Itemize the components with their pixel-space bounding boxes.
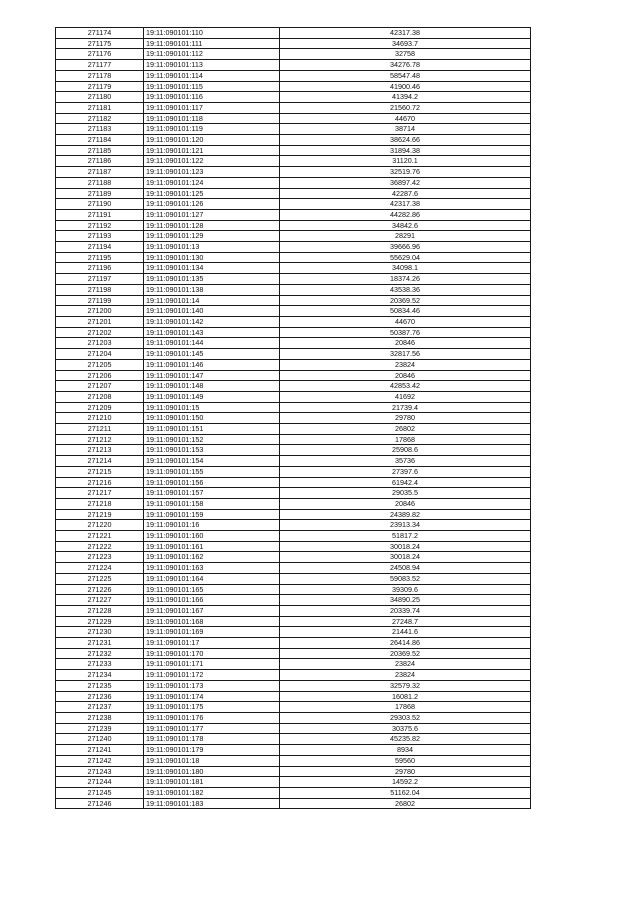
row-id-cell: 271219 (56, 509, 144, 520)
value-cell: 45235.82 (280, 734, 531, 745)
row-id-cell: 271233 (56, 659, 144, 670)
value-cell: 44670 (280, 113, 531, 124)
value-cell: 39666.96 (280, 242, 531, 253)
cadastral-number-cell: 19:11:090101:114 (144, 70, 280, 81)
row-id-cell: 271196 (56, 263, 144, 274)
table-row (56, 92, 531, 103)
value-cell: 29035.5 (280, 488, 531, 499)
row-id-cell: 271201 (56, 316, 144, 327)
table-row (56, 263, 531, 274)
value-cell: 61942.4 (280, 477, 531, 488)
cadastral-number-cell: 19:11:090101:156 (144, 477, 280, 488)
table-row (56, 445, 531, 456)
cadastral-number-cell: 19:11:090101:168 (144, 616, 280, 627)
row-id-cell: 271193 (56, 231, 144, 242)
cadastral-number-cell: 19:11:090101:145 (144, 349, 280, 360)
row-id-cell: 271176 (56, 49, 144, 60)
cadastral-number-cell: 19:11:090101:170 (144, 648, 280, 659)
cadastral-number-cell: 19:11:090101:14 (144, 295, 280, 306)
cadastral-number-cell: 19:11:090101:153 (144, 445, 280, 456)
row-id-cell: 271188 (56, 177, 144, 188)
row-id-cell: 271177 (56, 60, 144, 71)
value-cell: 23913.34 (280, 520, 531, 531)
value-cell: 42287.6 (280, 188, 531, 199)
row-id-cell: 271189 (56, 188, 144, 199)
table-row (56, 327, 531, 338)
row-id-cell: 271218 (56, 498, 144, 509)
cadastral-number-cell: 19:11:090101:143 (144, 327, 280, 338)
table-row (56, 49, 531, 60)
value-cell: 27397.6 (280, 466, 531, 477)
cadastral-number-cell: 19:11:090101:140 (144, 306, 280, 317)
cadastral-number-cell: 19:11:090101:167 (144, 605, 280, 616)
value-cell: 41692 (280, 391, 531, 402)
table-row (56, 70, 531, 81)
row-id-cell: 271228 (56, 605, 144, 616)
table-row (56, 659, 531, 670)
table-row (56, 81, 531, 92)
row-id-cell: 271200 (56, 306, 144, 317)
row-id-cell: 271236 (56, 691, 144, 702)
table-row (56, 798, 531, 809)
cadastral-number-cell: 19:11:090101:144 (144, 338, 280, 349)
table-row (56, 28, 531, 39)
table-row (56, 124, 531, 135)
value-cell: 20846 (280, 338, 531, 349)
cadastral-number-cell: 19:11:090101:17 (144, 638, 280, 649)
value-cell: 16081.2 (280, 691, 531, 702)
table-row (56, 338, 531, 349)
cadastral-number-cell: 19:11:090101:166 (144, 595, 280, 606)
cadastral-number-cell: 19:11:090101:177 (144, 723, 280, 734)
cadastral-number-cell: 19:11:090101:115 (144, 81, 280, 92)
table-row (56, 156, 531, 167)
row-id-cell: 271179 (56, 81, 144, 92)
row-id-cell: 271221 (56, 531, 144, 542)
table-row (56, 434, 531, 445)
row-id-cell: 271198 (56, 284, 144, 295)
cadastral-number-cell: 19:11:090101:176 (144, 713, 280, 724)
table-row (56, 220, 531, 231)
value-cell: 30018.24 (280, 541, 531, 552)
table-row (56, 648, 531, 659)
value-cell: 29303.52 (280, 713, 531, 724)
row-id-cell: 271240 (56, 734, 144, 745)
table-row (56, 670, 531, 681)
cadastral-number-cell: 19:11:090101:119 (144, 124, 280, 135)
table-row (56, 188, 531, 199)
cadastral-number-cell: 19:11:090101:148 (144, 381, 280, 392)
value-cell: 41394.2 (280, 92, 531, 103)
value-cell: 20846 (280, 370, 531, 381)
table-row (56, 734, 531, 745)
value-cell: 38714 (280, 124, 531, 135)
value-cell: 21560.72 (280, 102, 531, 113)
table-row (56, 359, 531, 370)
cadastral-number-cell: 19:11:090101:18 (144, 755, 280, 766)
row-id-cell: 271195 (56, 252, 144, 263)
cadastral-number-cell: 19:11:090101:146 (144, 359, 280, 370)
value-cell: 20369.52 (280, 648, 531, 659)
row-id-cell: 271227 (56, 595, 144, 606)
cadastral-number-cell: 19:11:090101:118 (144, 113, 280, 124)
row-id-cell: 271185 (56, 145, 144, 156)
table-row (56, 616, 531, 627)
row-id-cell: 271230 (56, 627, 144, 638)
cadastral-number-cell: 19:11:090101:124 (144, 177, 280, 188)
table-row (56, 777, 531, 788)
cadastral-number-cell: 19:11:090101:134 (144, 263, 280, 274)
value-cell: 34276.78 (280, 60, 531, 71)
table-row (56, 477, 531, 488)
value-cell: 58547.48 (280, 70, 531, 81)
value-cell: 39309.6 (280, 584, 531, 595)
value-cell: 26802 (280, 424, 531, 435)
row-id-cell: 271238 (56, 713, 144, 724)
row-id-cell: 271207 (56, 381, 144, 392)
row-id-cell: 271215 (56, 466, 144, 477)
cadastral-number-cell: 19:11:090101:123 (144, 167, 280, 178)
row-id-cell: 271202 (56, 327, 144, 338)
value-cell: 35736 (280, 456, 531, 467)
value-cell: 51817.2 (280, 531, 531, 542)
cadastral-number-cell: 19:11:090101:16 (144, 520, 280, 531)
row-id-cell: 271192 (56, 220, 144, 231)
table-row (56, 456, 531, 467)
value-cell: 17868 (280, 434, 531, 445)
table-row (56, 252, 531, 263)
row-id-cell: 271197 (56, 274, 144, 285)
row-id-cell: 271237 (56, 702, 144, 713)
value-cell: 32817.56 (280, 349, 531, 360)
table-row (56, 316, 531, 327)
cadastral-number-cell: 19:11:090101:154 (144, 456, 280, 467)
table-row (56, 274, 531, 285)
value-cell: 30375.6 (280, 723, 531, 734)
row-id-cell: 271213 (56, 445, 144, 456)
row-id-cell: 271187 (56, 167, 144, 178)
cadastral-number-cell: 19:11:090101:179 (144, 745, 280, 756)
table-row (56, 691, 531, 702)
cadastral-number-cell: 19:11:090101:128 (144, 220, 280, 231)
table-row (56, 713, 531, 724)
data-table (55, 27, 531, 809)
cadastral-number-cell: 19:11:090101:117 (144, 102, 280, 113)
table-row (56, 552, 531, 563)
table-row (56, 424, 531, 435)
table-row (56, 242, 531, 253)
row-id-cell: 271190 (56, 199, 144, 210)
table-row (56, 231, 531, 242)
cadastral-number-cell: 19:11:090101:113 (144, 60, 280, 71)
value-cell: 30018.24 (280, 552, 531, 563)
cadastral-number-cell: 19:11:090101:110 (144, 28, 280, 39)
table-row (56, 349, 531, 360)
table-row (56, 413, 531, 424)
value-cell: 21739.4 (280, 402, 531, 413)
row-id-cell: 271199 (56, 295, 144, 306)
table-row (56, 627, 531, 638)
cadastral-number-cell: 19:11:090101:164 (144, 573, 280, 584)
cadastral-number-cell: 19:11:090101:165 (144, 584, 280, 595)
cadastral-number-cell: 19:11:090101:152 (144, 434, 280, 445)
value-cell: 14592.2 (280, 777, 531, 788)
row-id-cell: 271181 (56, 102, 144, 113)
value-cell: 21441.6 (280, 627, 531, 638)
cadastral-number-cell: 19:11:090101:125 (144, 188, 280, 199)
cadastral-number-cell: 19:11:090101:130 (144, 252, 280, 263)
value-cell: 20339.74 (280, 605, 531, 616)
row-id-cell: 271175 (56, 38, 144, 49)
table-row (56, 306, 531, 317)
row-id-cell: 271242 (56, 755, 144, 766)
table-row (56, 563, 531, 574)
value-cell: 34693.7 (280, 38, 531, 49)
value-cell: 50387.76 (280, 327, 531, 338)
value-cell: 31894.38 (280, 145, 531, 156)
cadastral-number-cell: 19:11:090101:142 (144, 316, 280, 327)
row-id-cell: 271210 (56, 413, 144, 424)
row-id-cell: 271225 (56, 573, 144, 584)
table-row (56, 402, 531, 413)
table-row (56, 723, 531, 734)
table-row (56, 167, 531, 178)
row-id-cell: 271226 (56, 584, 144, 595)
cadastral-number-cell: 19:11:090101:126 (144, 199, 280, 210)
value-cell: 44670 (280, 316, 531, 327)
table-row (56, 113, 531, 124)
value-cell: 32519.76 (280, 167, 531, 178)
cadastral-number-cell: 19:11:090101:181 (144, 777, 280, 788)
value-cell: 29780 (280, 413, 531, 424)
value-cell: 42317.38 (280, 28, 531, 39)
row-id-cell: 271174 (56, 28, 144, 39)
cadastral-number-cell: 19:11:090101:172 (144, 670, 280, 681)
table-row (56, 177, 531, 188)
table-row (56, 60, 531, 71)
row-id-cell: 271209 (56, 402, 144, 413)
cadastral-number-cell: 19:11:090101:15 (144, 402, 280, 413)
table-row (56, 766, 531, 777)
row-id-cell: 271223 (56, 552, 144, 563)
row-id-cell: 271241 (56, 745, 144, 756)
table-row (56, 702, 531, 713)
row-id-cell: 271180 (56, 92, 144, 103)
value-cell: 24508.94 (280, 563, 531, 574)
cadastral-number-cell: 19:11:090101:175 (144, 702, 280, 713)
table-row (56, 520, 531, 531)
row-id-cell: 271235 (56, 680, 144, 691)
table-row (56, 573, 531, 584)
table-row (56, 680, 531, 691)
table-row (56, 509, 531, 520)
cadastral-number-cell: 19:11:090101:138 (144, 284, 280, 295)
cadastral-number-cell: 19:11:090101:162 (144, 552, 280, 563)
table-row (56, 102, 531, 113)
cadastral-number-cell: 19:11:090101:111 (144, 38, 280, 49)
row-id-cell: 271194 (56, 242, 144, 253)
cadastral-number-cell: 19:11:090101:155 (144, 466, 280, 477)
row-id-cell: 271206 (56, 370, 144, 381)
table-row (56, 541, 531, 552)
cadastral-number-cell: 19:11:090101:171 (144, 659, 280, 670)
table-row (56, 145, 531, 156)
cadastral-number-cell: 19:11:090101:150 (144, 413, 280, 424)
cadastral-number-cell: 19:11:090101:147 (144, 370, 280, 381)
row-id-cell: 271243 (56, 766, 144, 777)
cadastral-number-cell: 19:11:090101:13 (144, 242, 280, 253)
table-row (56, 605, 531, 616)
table-row (56, 531, 531, 542)
cadastral-number-cell: 19:11:090101:163 (144, 563, 280, 574)
value-cell: 28291 (280, 231, 531, 242)
table-row (56, 284, 531, 295)
row-id-cell: 271182 (56, 113, 144, 124)
value-cell: 20369.52 (280, 295, 531, 306)
value-cell: 23824 (280, 670, 531, 681)
value-cell: 32758 (280, 49, 531, 60)
cadastral-number-cell: 19:11:090101:180 (144, 766, 280, 777)
value-cell: 31120.1 (280, 156, 531, 167)
value-cell: 36897.42 (280, 177, 531, 188)
value-cell: 26802 (280, 798, 531, 809)
value-cell: 43538.36 (280, 284, 531, 295)
value-cell: 18374.26 (280, 274, 531, 285)
value-cell: 27248.7 (280, 616, 531, 627)
cadastral-number-cell: 19:11:090101:161 (144, 541, 280, 552)
row-id-cell: 271211 (56, 424, 144, 435)
row-id-cell: 271214 (56, 456, 144, 467)
table-row (56, 391, 531, 402)
value-cell: 25908.6 (280, 445, 531, 456)
table-row (56, 38, 531, 49)
table-row (56, 488, 531, 499)
cadastral-number-cell: 19:11:090101:112 (144, 49, 280, 60)
value-cell: 55629.04 (280, 252, 531, 263)
row-id-cell: 271204 (56, 349, 144, 360)
table-row (56, 584, 531, 595)
row-id-cell: 271183 (56, 124, 144, 135)
value-cell: 24389.82 (280, 509, 531, 520)
table-row (56, 199, 531, 210)
row-id-cell: 271239 (56, 723, 144, 734)
row-id-cell: 271231 (56, 638, 144, 649)
table-row (56, 295, 531, 306)
row-id-cell: 271245 (56, 787, 144, 798)
value-cell: 17868 (280, 702, 531, 713)
row-id-cell: 271246 (56, 798, 144, 809)
row-id-cell: 271229 (56, 616, 144, 627)
cadastral-number-cell: 19:11:090101:174 (144, 691, 280, 702)
row-id-cell: 271224 (56, 563, 144, 574)
table-row (56, 370, 531, 381)
value-cell: 44282.86 (280, 209, 531, 220)
value-cell: 26414.86 (280, 638, 531, 649)
cadastral-number-cell: 19:11:090101:149 (144, 391, 280, 402)
row-id-cell: 271203 (56, 338, 144, 349)
cadastral-number-cell: 19:11:090101:158 (144, 498, 280, 509)
cadastral-number-cell: 19:11:090101:135 (144, 274, 280, 285)
value-cell: 59083.52 (280, 573, 531, 584)
value-cell: 59560 (280, 755, 531, 766)
row-id-cell: 271222 (56, 541, 144, 552)
row-id-cell: 271234 (56, 670, 144, 681)
cadastral-number-cell: 19:11:090101:160 (144, 531, 280, 542)
row-id-cell: 271216 (56, 477, 144, 488)
value-cell: 42853.42 (280, 381, 531, 392)
value-cell: 8934 (280, 745, 531, 756)
value-cell: 42317.38 (280, 199, 531, 210)
cadastral-number-cell: 19:11:090101:178 (144, 734, 280, 745)
value-cell: 34842.6 (280, 220, 531, 231)
cadastral-number-cell: 19:11:090101:127 (144, 209, 280, 220)
cadastral-number-cell: 19:11:090101:169 (144, 627, 280, 638)
row-id-cell: 271232 (56, 648, 144, 659)
table-row (56, 595, 531, 606)
cadastral-number-cell: 19:11:090101:129 (144, 231, 280, 242)
table-row (56, 135, 531, 146)
cadastral-number-cell: 19:11:090101:122 (144, 156, 280, 167)
cadastral-number-cell: 19:11:090101:173 (144, 680, 280, 691)
value-cell: 23824 (280, 359, 531, 370)
table-row (56, 745, 531, 756)
cadastral-number-cell: 19:11:090101:182 (144, 787, 280, 798)
value-cell: 41900.46 (280, 81, 531, 92)
table-row (56, 787, 531, 798)
cadastral-number-cell: 19:11:090101:151 (144, 424, 280, 435)
cadastral-number-cell: 19:11:090101:120 (144, 135, 280, 146)
row-id-cell: 271178 (56, 70, 144, 81)
row-id-cell: 271212 (56, 434, 144, 445)
row-id-cell: 271184 (56, 135, 144, 146)
table-row (56, 638, 531, 649)
cadastral-number-cell: 19:11:090101:116 (144, 92, 280, 103)
table-row (56, 209, 531, 220)
table-row (56, 381, 531, 392)
value-cell: 29780 (280, 766, 531, 777)
row-id-cell: 271186 (56, 156, 144, 167)
table-body (56, 28, 531, 809)
cadastral-number-cell: 19:11:090101:121 (144, 145, 280, 156)
row-id-cell: 271208 (56, 391, 144, 402)
value-cell: 38624.66 (280, 135, 531, 146)
row-id-cell: 271217 (56, 488, 144, 499)
value-cell: 20846 (280, 498, 531, 509)
row-id-cell: 271191 (56, 209, 144, 220)
value-cell: 34890.25 (280, 595, 531, 606)
table-row (56, 498, 531, 509)
table-row (56, 755, 531, 766)
cadastral-number-cell: 19:11:090101:183 (144, 798, 280, 809)
value-cell: 34098.1 (280, 263, 531, 274)
cadastral-number-cell: 19:11:090101:159 (144, 509, 280, 520)
row-id-cell: 271205 (56, 359, 144, 370)
value-cell: 23824 (280, 659, 531, 670)
value-cell: 51162.04 (280, 787, 531, 798)
row-id-cell: 271220 (56, 520, 144, 531)
cadastral-number-cell: 19:11:090101:157 (144, 488, 280, 499)
value-cell: 32579.32 (280, 680, 531, 691)
row-id-cell: 271244 (56, 777, 144, 788)
value-cell: 50834.46 (280, 306, 531, 317)
table-row (56, 466, 531, 477)
